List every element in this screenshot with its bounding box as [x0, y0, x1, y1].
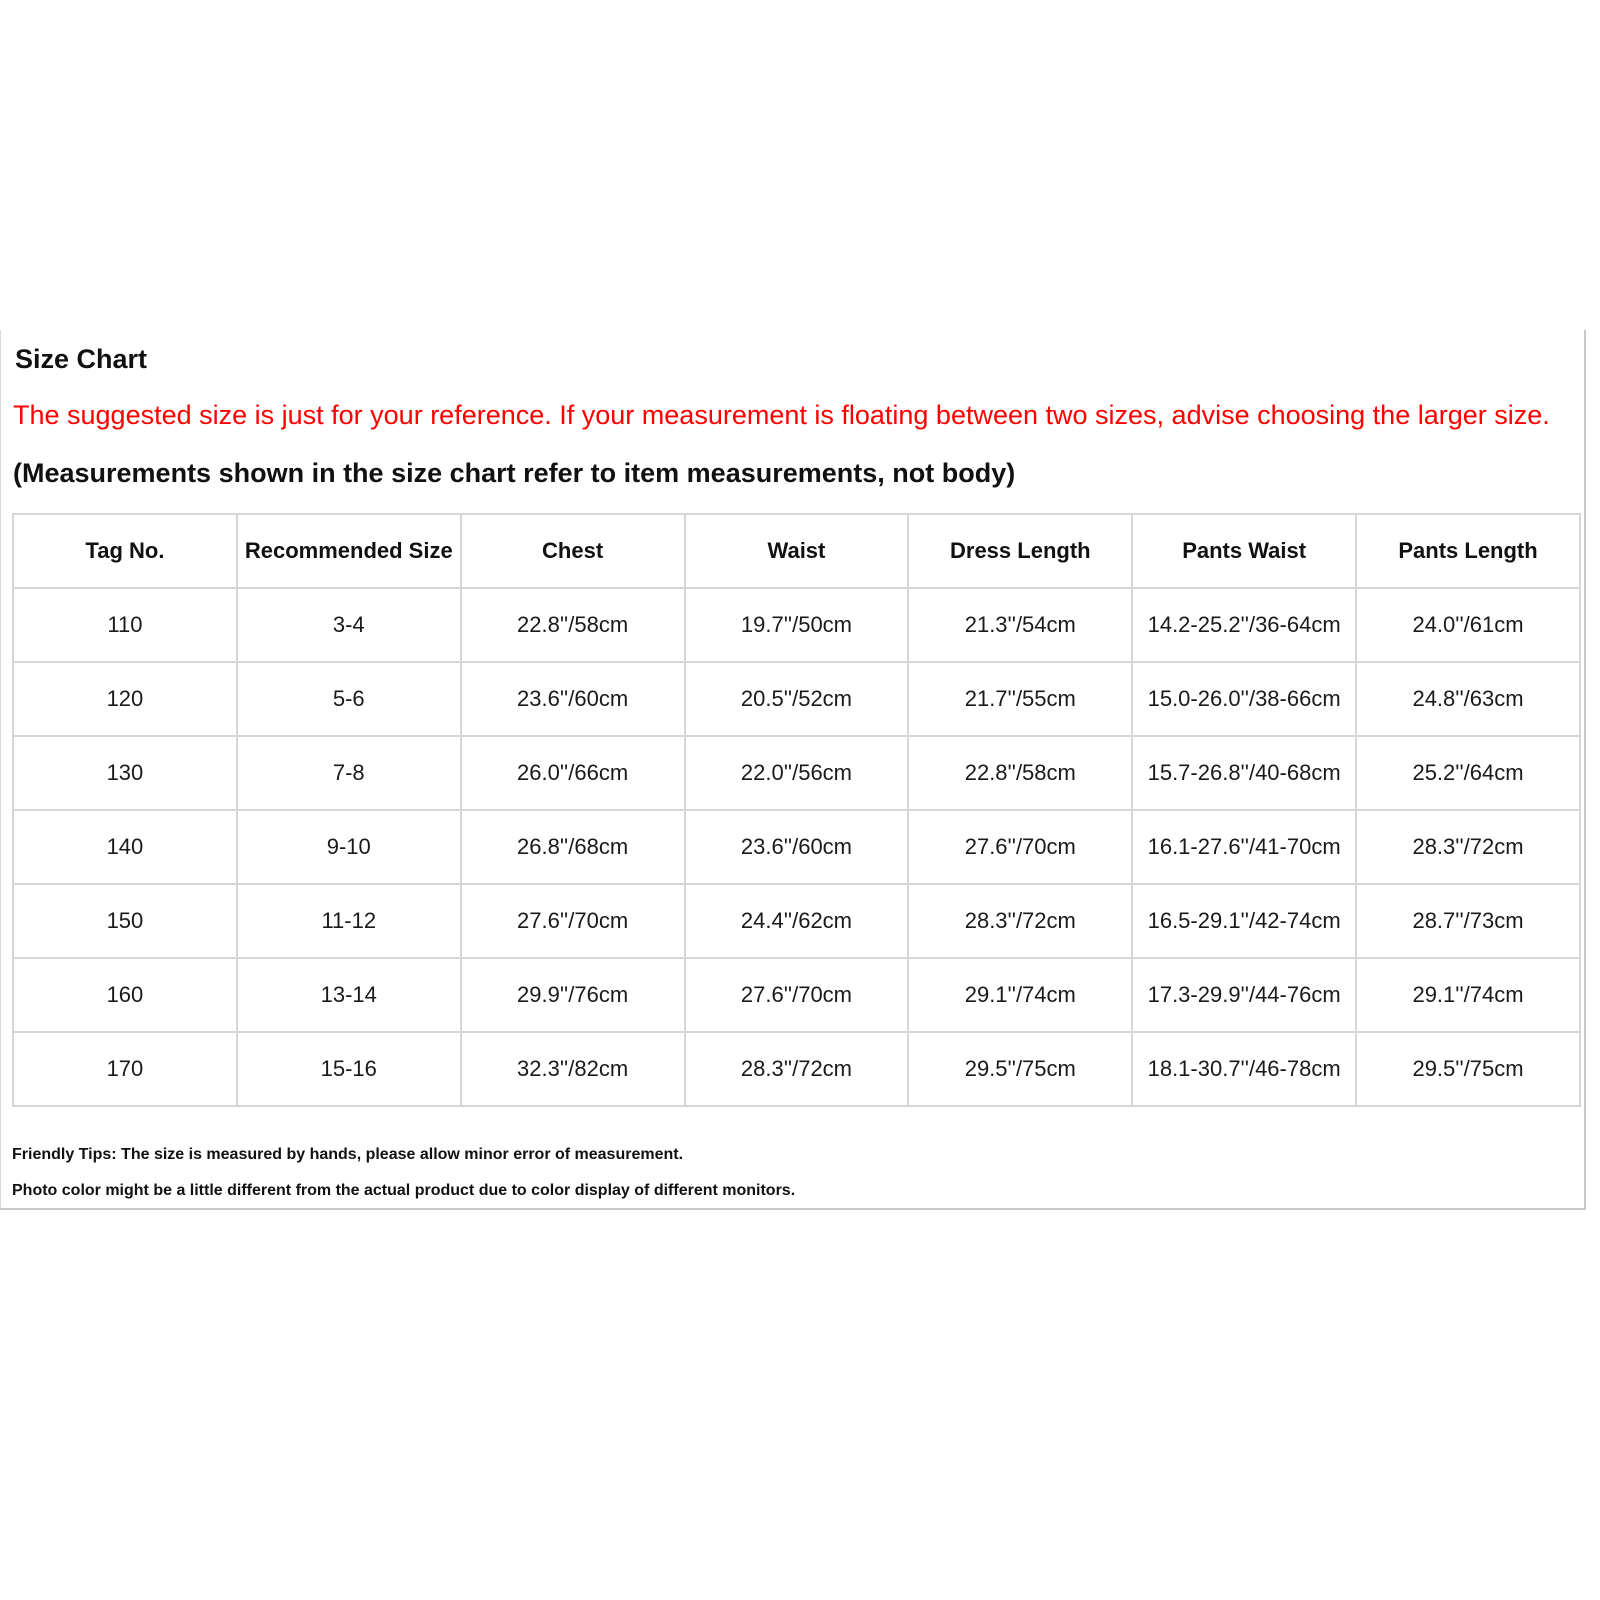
cell-chest: 26.8''/68cm	[461, 810, 685, 884]
cell-waist: 28.3''/72cm	[685, 1032, 909, 1106]
cell-dress-length: 29.5''/75cm	[908, 1032, 1132, 1106]
table-row	[13, 588, 1580, 662]
cell-dress-length: 22.8''/58cm	[908, 736, 1132, 810]
cell-tag-no: 150	[13, 884, 237, 958]
table-header-row	[13, 514, 1580, 588]
cell-pants-waist: 16.5-29.1''/42-74cm	[1132, 884, 1356, 958]
header-pants-waist: Pants Waist	[1132, 514, 1356, 588]
cell-pants-waist: 14.2-25.2''/36-64cm	[1132, 588, 1356, 662]
cell-pants-waist: 16.1-27.6''/41-70cm	[1132, 810, 1356, 884]
cell-chest: 27.6''/70cm	[461, 884, 685, 958]
friendly-tip: Friendly Tips: The size is measured by hands, please allow minor error of measurement.	[12, 1146, 684, 1163]
header-waist: Waist	[685, 514, 909, 588]
cell-tag-no: 140	[13, 810, 237, 884]
cell-pants-waist: 15.0-26.0''/38-66cm	[1132, 662, 1356, 736]
cell-dress-length: 29.1''/74cm	[908, 958, 1132, 1032]
cell-chest: 29.9''/76cm	[461, 958, 685, 1032]
cell-tag-no: 160	[13, 958, 237, 1032]
cell-pants-length: 29.5''/75cm	[1356, 1032, 1580, 1106]
cell-waist: 24.4''/62cm	[685, 884, 909, 958]
measurement-note: (Measurements shown in the size chart refer to item measurements, not body)	[13, 458, 1016, 488]
cell-pants-length: 29.1''/74cm	[1356, 958, 1580, 1032]
cell-waist: 27.6''/70cm	[685, 958, 909, 1032]
cell-pants-length: 24.8''/63cm	[1356, 662, 1580, 736]
cell-recommended-size: 11-12	[237, 884, 461, 958]
cell-tag-no: 130	[13, 736, 237, 810]
cell-dress-length: 28.3''/72cm	[908, 884, 1132, 958]
size-table	[12, 513, 1581, 1107]
cell-chest: 32.3''/82cm	[461, 1032, 685, 1106]
cell-recommended-size: 15-16	[237, 1032, 461, 1106]
table-row	[13, 662, 1580, 736]
cell-chest: 23.6''/60cm	[461, 662, 685, 736]
cell-pants-length: 28.3''/72cm	[1356, 810, 1580, 884]
header-tag-no: Tag No.	[13, 514, 237, 588]
cell-waist: 19.7''/50cm	[685, 588, 909, 662]
cell-waist: 20.5''/52cm	[685, 662, 909, 736]
header-chest: Chest	[461, 514, 685, 588]
header-pants-length: Pants Length	[1356, 514, 1580, 588]
cell-tag-no: 120	[13, 662, 237, 736]
cell-dress-length: 27.6''/70cm	[908, 810, 1132, 884]
cell-recommended-size: 3-4	[237, 588, 461, 662]
cell-pants-waist: 18.1-30.7''/46-78cm	[1132, 1032, 1356, 1106]
cell-pants-waist: 17.3-29.9''/44-76cm	[1132, 958, 1356, 1032]
table-row	[13, 736, 1580, 810]
cell-recommended-size: 5-6	[237, 662, 461, 736]
cell-chest: 26.0''/66cm	[461, 736, 685, 810]
cell-chest: 22.8''/58cm	[461, 588, 685, 662]
cell-pants-waist: 15.7-26.8''/40-68cm	[1132, 736, 1356, 810]
cell-waist: 22.0''/56cm	[685, 736, 909, 810]
cell-dress-length: 21.7''/55cm	[908, 662, 1132, 736]
cell-waist: 23.6''/60cm	[685, 810, 909, 884]
cell-tag-no: 110	[13, 588, 237, 662]
header-dress-length: Dress Length	[908, 514, 1132, 588]
cell-tag-no: 170	[13, 1032, 237, 1106]
cell-recommended-size: 13-14	[237, 958, 461, 1032]
cell-pants-length: 24.0''/61cm	[1356, 588, 1580, 662]
table-row	[13, 884, 1580, 958]
size-notice: The suggested size is just for your reference. If your measurement is floating between two sizes, advise choosing the larger size.	[13, 400, 1550, 430]
cell-pants-length: 25.2''/64cm	[1356, 736, 1580, 810]
cell-dress-length: 21.3''/54cm	[908, 588, 1132, 662]
header-recommended-size: Recommended Size	[237, 514, 461, 588]
table-row	[13, 958, 1580, 1032]
cell-recommended-size: 9-10	[237, 810, 461, 884]
color-disclaimer: Photo color might be a little different from the actual product due to color display of different monitors.	[12, 1182, 796, 1199]
cell-recommended-size: 7-8	[237, 736, 461, 810]
table-row	[13, 1032, 1580, 1106]
cell-pants-length: 28.7''/73cm	[1356, 884, 1580, 958]
page-title: Size Chart	[15, 344, 148, 374]
size-chart-panel	[0, 330, 1586, 1210]
table-row	[13, 810, 1580, 884]
